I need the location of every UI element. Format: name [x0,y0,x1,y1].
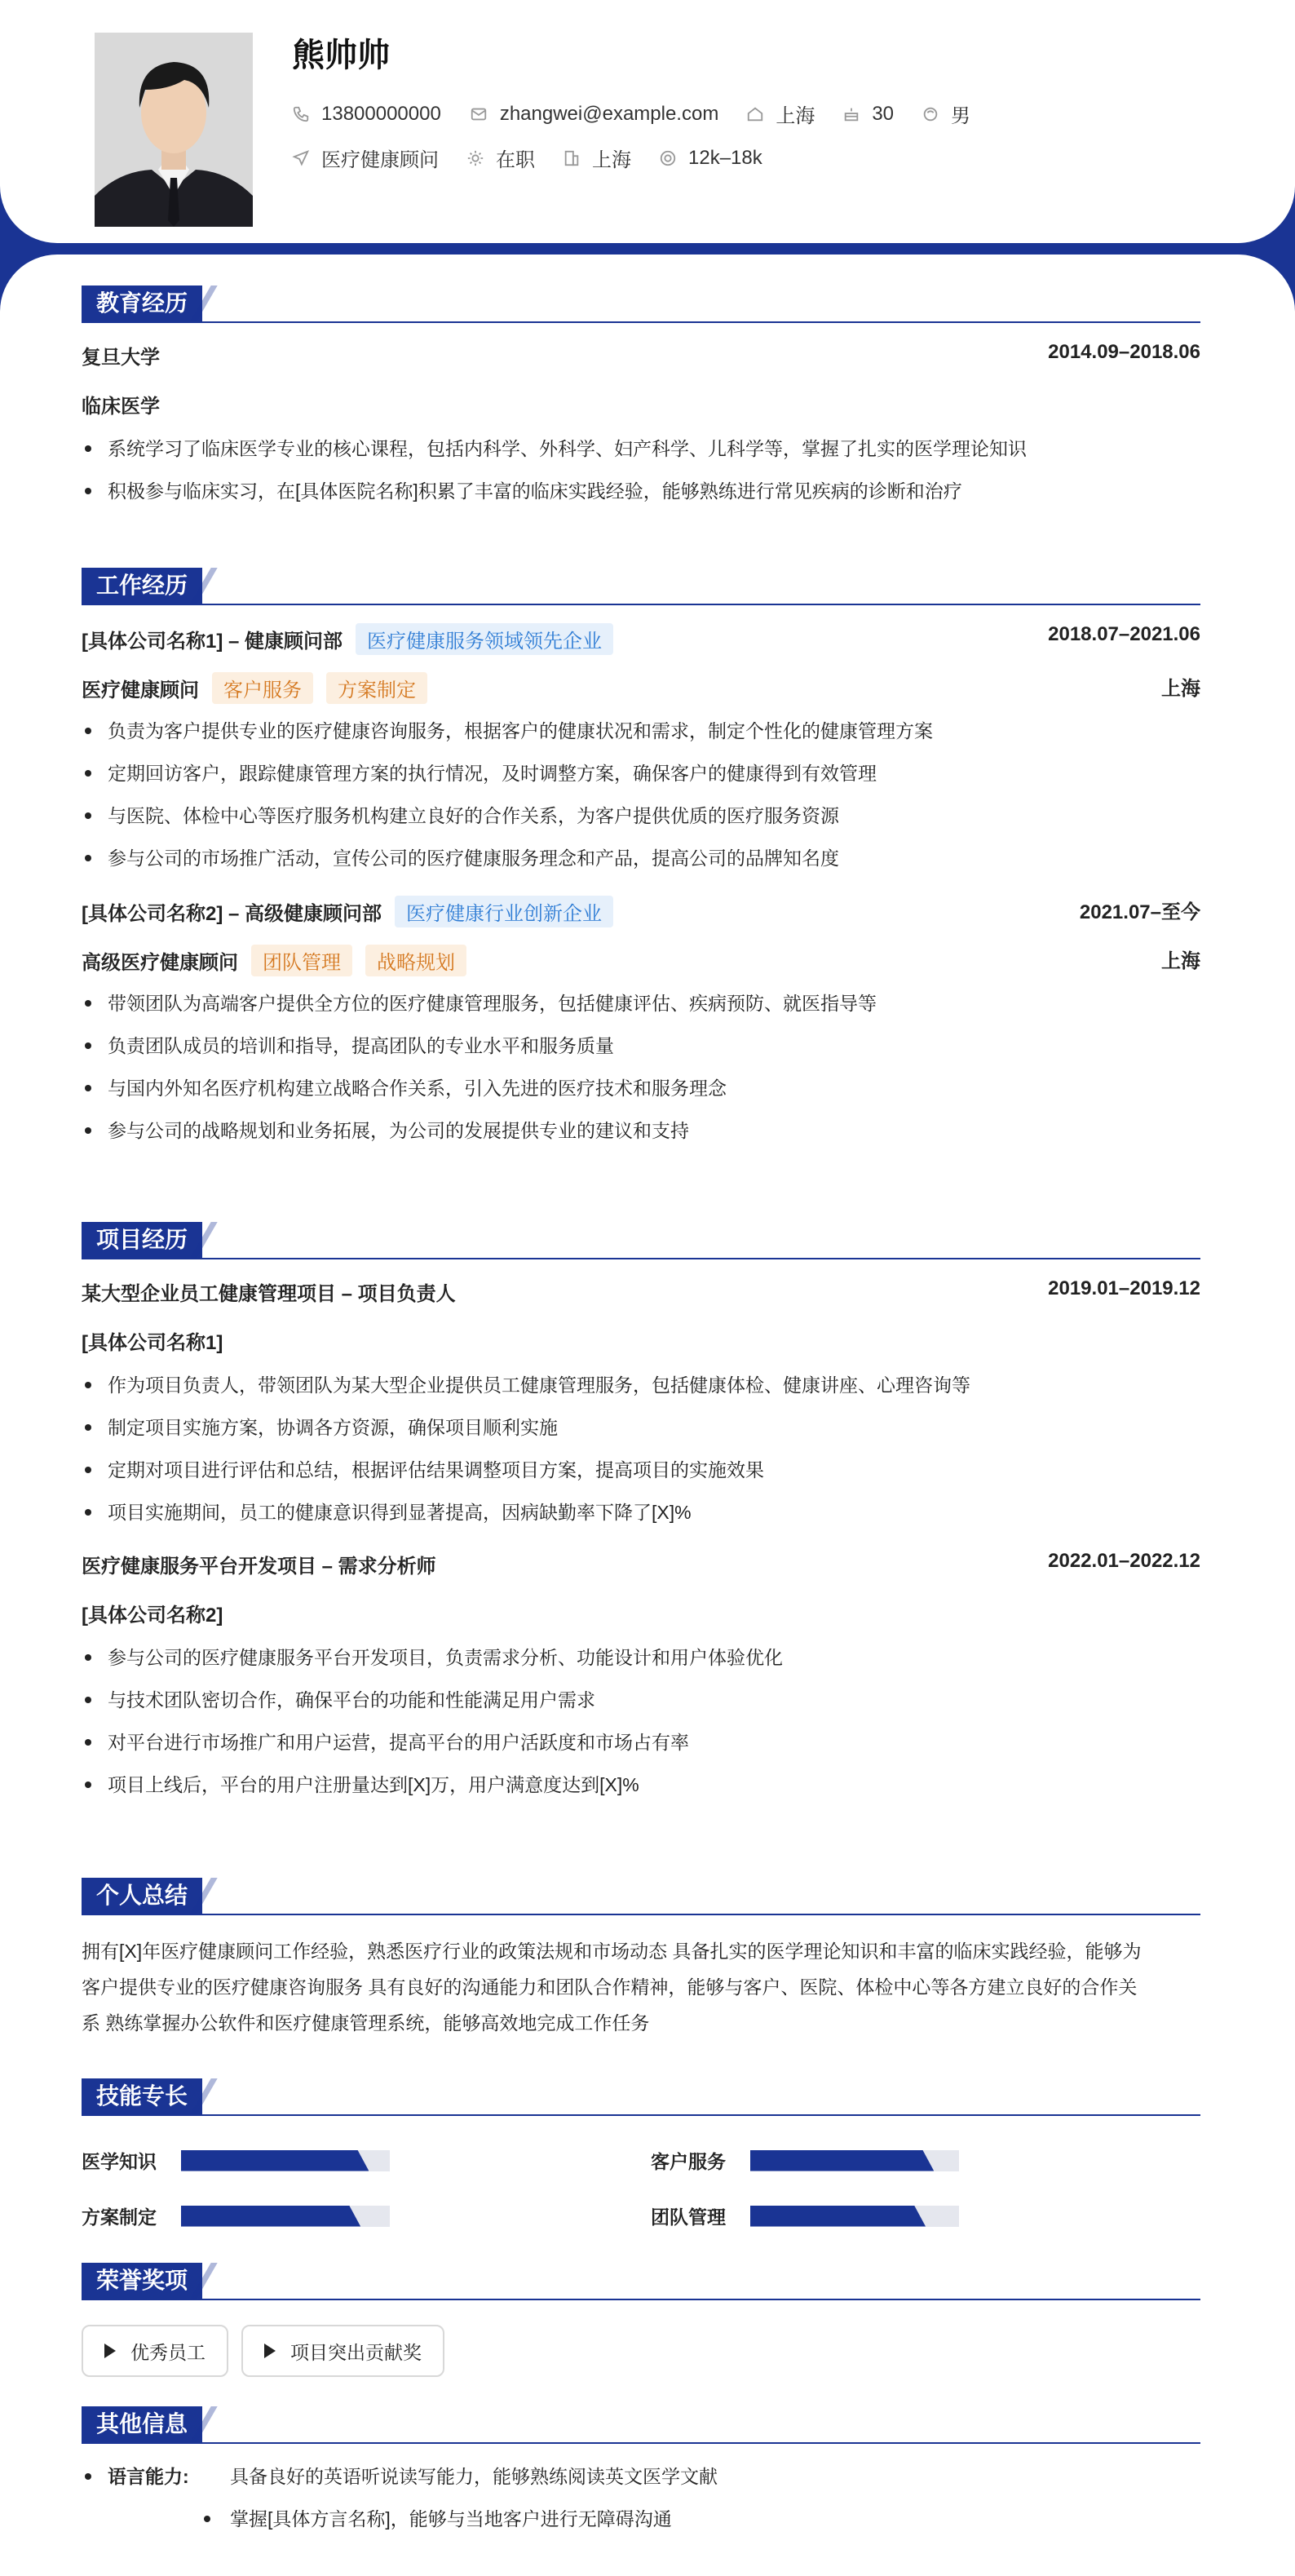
gender-text: 男 [951,105,971,127]
honor-label: 项目突出贡献奖 [290,2341,422,2363]
email-item [469,103,719,126]
person-icon [922,105,939,123]
play-icon [104,2344,116,2358]
skill-bar [181,2206,390,2227]
list-item: 负责为客户提供专业的医疗健康咨询服务，根据客户的健康状况和需求，制定个性化的健康管理方案 [82,710,1200,752]
skill-name: 客户服务 [651,2151,726,2172]
skill-name: 医学知识 [82,2151,157,2172]
skill-item [82,2202,390,2229]
company-name: [具体公司名称1] – 健康顾问部 [82,631,343,653]
job-row [82,884,1200,933]
project-row [82,1266,1200,1315]
summary-text [82,1933,1200,2041]
honors-section [82,2263,1200,2377]
projects-section [82,1222,1200,1806]
other-value: 具备良好的英语听说读写能力，能够熟练阅读英文医学文献 [230,2466,718,2487]
skill-tag: 战略规划 [365,945,466,976]
target-city-text: 上海 [592,149,631,171]
summary-line: 拥有[X]年医疗健康顾问工作经验，熟悉医疗行业的政策法规和市场动态 具备扎实的医学理论知识和丰富的临床实践经验，能够为 [82,1941,1142,1962]
job-location: 上海 [1161,678,1200,700]
project-name: 某大型企业员工健康管理项目 – 项目负责人 [82,1283,456,1305]
email-text: zhangwei@example.com [499,102,719,125]
list-item: 积极参与临床实习，在[具体医院名称]积累了丰富的临床实践经验，能够熟练进行常见疾病的诊断和治疗 [82,470,1200,512]
project-row [82,1538,1200,1587]
major-row [82,378,1200,427]
job-role [82,672,427,704]
job-intent-row [292,144,790,172]
honors-list [82,2325,1200,2377]
position-text: 医疗健康顾问 [321,149,439,171]
project-company: [具体公司名称2] [82,1604,223,1627]
list-item: 系统学习了临床医学专业的核心课程，包括内科学、外科学、妇产科学、儿科学等，掌握了扎实的医学理论知识 [82,427,1200,470]
skill-level [181,2150,369,2171]
bullet-dot [204,2516,210,2522]
company-tag: 医疗健康行业创新企业 [395,896,613,927]
skill-level [181,2206,360,2227]
skill-item [651,2147,959,2174]
list-item: 带领团队为高端客户提供全方位的医疗健康管理服务，包括健康评估、疾病预防、就医指导等 [82,982,1200,1025]
skill-tag: 客户服务 [212,672,313,704]
list-item: 作为项目负责人，带领团队为某大型企业提供员工健康管理服务，包括健康体检、健康讲座、心理咨询等 [82,1364,1200,1406]
summary-line: 客户提供专业的医疗健康咨询服务 具有良好的沟通能力和团队合作精神，能够与客户、医院、体检中心等各方建立良好的合作关 [82,1976,1138,1998]
city-text: 上海 [776,105,815,127]
other-item [82,2498,1200,2540]
list-item: 与国内外知名医疗机构建立战略合作关系，引入先进的医疗技术和服务理念 [82,1067,1200,1109]
project-company-row [82,1315,1200,1364]
salary-text: 12k–18k [688,146,762,169]
gear-icon [466,149,484,167]
section-title: 教育经历 [82,285,202,321]
section-header [82,285,1200,323]
skills-section [82,2078,1200,2263]
company-tag: 医疗健康服务领域领先企业 [356,623,613,655]
building-icon [563,149,581,167]
play-icon [264,2344,276,2358]
email-icon [469,105,488,123]
other-section [82,2406,1200,2540]
position-item [292,144,439,172]
role-name: 高级医疗健康顾问 [82,952,238,974]
phone-icon [292,105,310,123]
bullet-dot [85,2473,91,2480]
job-location: 上海 [1161,950,1200,972]
education-period: 2014.09–2018.06 [1048,341,1200,363]
list-item: 与技术团队密切合作，确保平台的功能和性能满足用户需求 [82,1679,1200,1721]
list-item: 制定项目实施方案，协调各方资源，确保项目顺利实施 [82,1406,1200,1449]
project-company-row [82,1587,1200,1636]
list-item: 参与公司的市场推广活动，宣传公司的医疗健康服务理念和产品，提高公司的品牌知名度 [82,837,1200,879]
list-item: 定期对项目进行评估和总结，根据评估结果调整项目方案，提高项目的实施效果 [82,1449,1200,1491]
other-value: 掌握[具体方言名称]，能够与当地客户进行无障碍沟通 [230,2508,672,2530]
skill-bar [750,2150,959,2171]
section-header [82,1222,1200,1259]
job-period: 2021.07–至今 [1079,901,1200,923]
job-company [82,623,613,655]
list-item: 与医院、体检中心等医疗服务机构建立良好的合作关系，为客户提供优质的医疗服务资源 [82,794,1200,837]
profile-header [0,0,1295,243]
project-period: 2019.01–2019.12 [1048,1277,1200,1299]
honor-badge [82,2325,228,2377]
work-section [82,568,1200,1152]
salary-item [659,147,762,170]
honor-label: 优秀员工 [130,2341,206,2363]
skill-tag: 方案制定 [326,672,427,704]
job-bullets [82,710,1200,879]
skill-name: 方案制定 [82,2206,157,2228]
project-name: 医疗健康服务平台开发项目 – 需求分析师 [82,1556,436,1578]
list-item: 项目实施期间，员工的健康意识得到显著提高，因病缺勤率下降了[X]% [82,1491,1200,1534]
skill-tag: 团队管理 [251,945,352,976]
cake-icon [842,105,860,123]
list-item: 对平台进行市场推广和用户运营，提高平台的用户活跃度和市场占有率 [82,1721,1200,1764]
role-row [82,661,1200,710]
job-role [82,945,466,976]
target-city-item [563,144,631,172]
school-name: 复旦大学 [82,347,160,369]
role-name: 医疗健康顾问 [82,679,199,702]
section-header [82,568,1200,605]
section-title: 工作经历 [82,568,202,604]
skill-item [651,2202,959,2229]
project-period: 2022.01–2022.12 [1048,1550,1200,1572]
skill-item [82,2147,390,2174]
honor-badge [241,2325,444,2377]
company-name: [具体公司名称2] – 高级健康顾问部 [82,903,382,925]
section-title: 项目经历 [82,1222,202,1258]
skill-level [750,2206,926,2227]
skill-level [750,2150,934,2171]
project-bullets [82,1636,1200,1806]
education-row [82,330,1200,378]
section-header [82,2263,1200,2300]
project-bullets [82,1364,1200,1534]
age-item [842,103,894,126]
skills-grid [82,2116,1200,2263]
list-item: 项目上线后，平台的用户注册量达到[X]万，用户满意度达到[X]% [82,1764,1200,1806]
home-icon [746,105,764,123]
coin-icon [659,149,677,167]
candidate-name: 熊帅帅 [292,38,390,73]
role-row [82,933,1200,982]
status-item [466,144,535,172]
skill-bar [181,2150,390,2171]
other-label: 语言能力: [108,2466,189,2487]
contact-row [292,100,998,128]
section-title: 技能专长 [82,2078,202,2114]
job-bullets [82,982,1200,1152]
section-title: 其他信息 [82,2406,202,2442]
education-section [82,285,1200,512]
job-period: 2018.07–2021.06 [1048,623,1200,645]
gender-item [922,100,970,128]
summary-line: 系 熟练掌握办公软件和医疗健康管理系统，能够高效地完成工作任务 [82,2012,650,2034]
list-item: 参与公司的医疗健康服务平台开发项目，负责需求分析、功能设计和用户体验优化 [82,1636,1200,1679]
major-name: 临床医学 [82,396,160,418]
education-bullets [82,427,1200,512]
avatar [95,33,253,227]
section-title: 个人总结 [82,1878,202,1914]
status-text: 在职 [496,149,535,171]
section-title: 荣誉奖项 [82,2263,202,2299]
list-item: 参与公司的战略规划和业务拓展，为公司的发展提供专业的建议和支持 [82,1109,1200,1152]
age-text: 30 [872,102,895,125]
job-row [82,612,1200,661]
city-item [746,100,815,128]
skill-name: 团队管理 [651,2206,726,2228]
send-icon [292,149,310,167]
section-header [82,1878,1200,1915]
project-company: [具体公司名称1] [82,1332,223,1354]
summary-section [82,1878,1200,2041]
list-item: 负责团队成员的培训和指导，提高团队的专业水平和服务质量 [82,1025,1200,1067]
job-company [82,896,613,927]
section-header [82,2406,1200,2444]
phone-text: 13800000000 [321,102,441,125]
list-item: 定期回访客户，跟踪健康管理方案的执行情况，及时调整方案，确保客户的健康得到有效管理 [82,752,1200,794]
phone-item [292,103,441,126]
section-header [82,2078,1200,2116]
skill-bar [750,2206,959,2227]
other-item [82,2455,1200,2498]
